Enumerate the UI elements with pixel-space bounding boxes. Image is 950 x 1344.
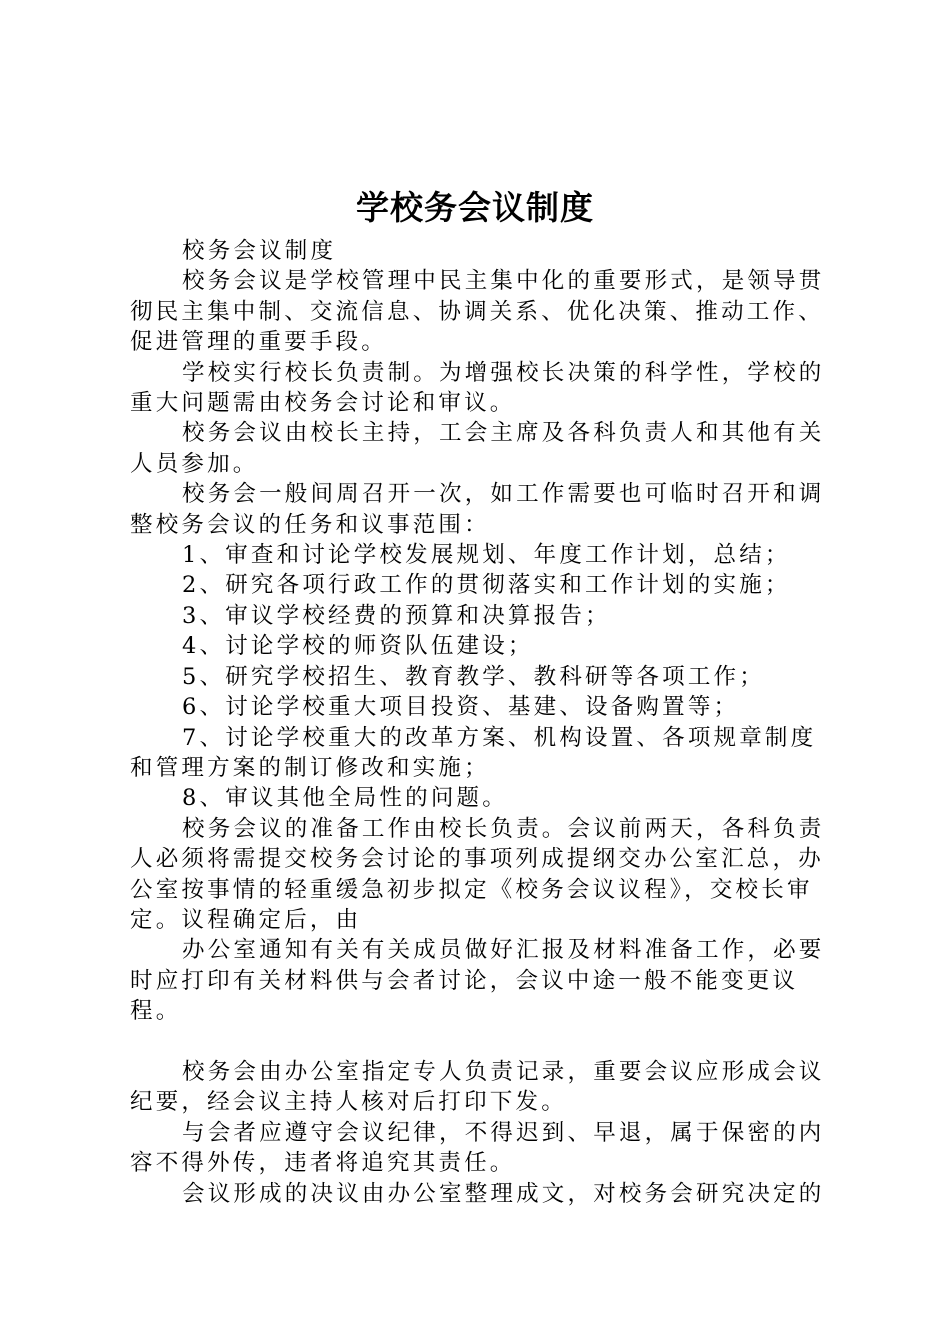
list-item: 2、研究各项行政工作的贯彻落实和工作计划的实施；: [182, 572, 791, 599]
blank-line: [130, 1027, 835, 1057]
list-item: 5、研究学校招生、教育教学、教科研等各项工作；: [182, 663, 765, 690]
paragraph: 校务会议是学校管理中民主集中化的重要形式，是领导贯彻民主集中制、交流信息、协调关系、优化决策、推动工作、促进管理的重要手段。: [130, 268, 825, 356]
document-title: 学校务会议制度: [356, 188, 594, 227]
list-item: 8、审议其他全局性的问题。: [182, 785, 508, 812]
paragraph-subtitle: 校务会议制度: [182, 238, 337, 264]
paragraph: 与会者应遵守会议纪律，不得迟到、早退，属于保密的内容不得外传，违者将追究其责任。: [130, 1119, 825, 1177]
paragraph: 会议形成的决议由办公室整理成文，对校务会研究决定的: [182, 1180, 825, 1207]
paragraph: 学校实行校长负责制。为增强校长决策的科学性，学校的重大问题需由校务会讨论和审议。: [130, 359, 825, 417]
paragraph: 校务会由办公室指定专人负责记录，重要会议应形成会议纪要，经会议主持人核对后打印下发。: [130, 1058, 825, 1116]
document-body: [130, 236, 835, 1209]
list-item: 1、审查和讨论学校发展规划、年度工作计划，总结；: [182, 542, 791, 569]
paragraph: 办公室通知有关有关成员做好汇报及材料准备工作，必要时应打印有关材料供与会者讨论，会议中途一般不能变更议程。: [130, 937, 825, 1025]
list-item: 6、讨论学校重大项目投资、基建、设备购置等；: [182, 694, 740, 721]
list-item: 4、讨论学校的师资队伍建设；: [182, 633, 534, 660]
paragraph: 校务会议的准备工作由校长负责。会议前两天，各科负责人必须将需提交校务会讨论的事项列成提纲交办公室汇总，办公室按事情的轻重缓急初步拟定《校务会议议程》，交校长审定。议程确定后，由: [130, 815, 825, 933]
list-item: 3、审议学校经费的预算和决算报告；: [182, 602, 611, 629]
list-item: 7、讨论学校重大的改革方案、机构设置、各项规章制度和管理方案的制订修改和实施；: [130, 724, 817, 781]
paragraph: 校务会议由校长主持，工会主席及各科负责人和其他有关人员参加。: [130, 420, 825, 477]
paragraph: 校务会一般间周召开一次，如工作需要也可临时召开和调整校务会议的任务和议事范围：: [130, 481, 825, 538]
